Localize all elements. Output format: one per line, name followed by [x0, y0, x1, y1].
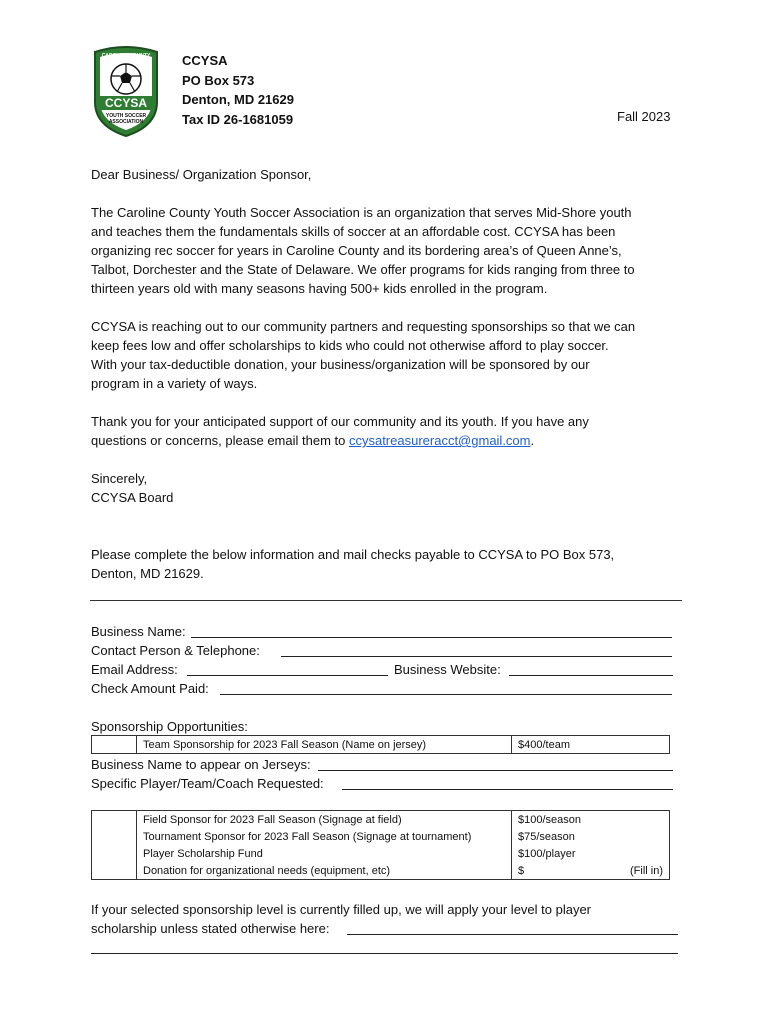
instructions-line: Denton, MD 21629.: [91, 566, 204, 581]
salutation: Dear Business/ Organization Sponsor,: [91, 167, 312, 182]
header-po-box: PO Box 573: [182, 72, 255, 88]
checkbox-cell[interactable]: [92, 828, 137, 845]
checkbox-cell[interactable]: [92, 845, 137, 862]
footer-field[interactable]: [347, 934, 678, 935]
header-address: [182, 51, 294, 129]
option-price: $100/player: [512, 845, 670, 862]
paragraph-3: [91, 412, 691, 450]
checkbox-cell[interactable]: [92, 736, 137, 754]
option-label: Field Sponsor for 2023 Fall Season (Signage at field): [137, 811, 512, 829]
table-row: [92, 736, 670, 754]
option-label: Tournament Sponsor for 2023 Fall Season (Signage at tournament): [137, 828, 512, 845]
logo-main-text: CCYSA: [104, 96, 148, 110]
header-tax-id: Tax ID 26-1681059: [182, 111, 294, 127]
table-row: [92, 845, 670, 862]
ccysa-logo: [91, 46, 161, 138]
business-name-label: Business Name:: [91, 624, 186, 639]
logo-sub-text-2: ASSOCIATION: [108, 119, 144, 125]
option-label: Donation for organizational needs (equipment, etc): [137, 862, 512, 880]
divider: [90, 600, 682, 601]
header-city: Denton, MD 21629: [182, 92, 294, 107]
jersey-name-field[interactable]: [318, 770, 673, 771]
footer-field-extra[interactable]: [91, 953, 678, 954]
closing: Sincerely,: [91, 471, 148, 486]
jersey-name-label: Business Name to appear on Jerseys:: [91, 757, 311, 772]
paragraph-1: [91, 203, 691, 298]
logo-sub-text-1: YOUTH SOCCER: [105, 113, 147, 119]
website-field[interactable]: [509, 675, 673, 676]
contact-field[interactable]: [281, 656, 672, 657]
sponsorship-options-table: [91, 810, 670, 880]
logo-arc-text: CAROLINE COUNTY: [101, 53, 151, 59]
paragraph-3-prefix: questions or concerns, please email them to: [91, 433, 349, 448]
footer-line-2: scholarship unless stated otherwise here:: [91, 921, 330, 936]
instructions: [91, 545, 691, 583]
website-label: Business Website:: [394, 662, 501, 677]
paragraph-1-line: organizing rec soccer for years in Caroline County and its bordering area’s of Queen Anne’s,: [91, 243, 622, 258]
email-link[interactable]: ccysatreasureracct@gmail.com: [348, 433, 531, 448]
paragraph-3-suffix: .: [530, 433, 535, 448]
paragraph-2-line: CCYSA is reaching out to our community partners and requesting sponsorships so that we can: [91, 319, 636, 334]
paragraph-3-line: Thank you for your anticipated support of our community and its youth. If you have any: [91, 414, 589, 429]
option-price: $400/team: [512, 736, 670, 754]
instructions-line: Please complete the below information and mail checks payable to CCYSA to PO Box 573,: [91, 547, 615, 562]
option-price: $: [518, 864, 525, 877]
table-row: [92, 811, 670, 829]
table-row: [92, 862, 670, 880]
checkbox-cell[interactable]: [92, 862, 137, 880]
team-sponsorship-table: [91, 735, 670, 754]
paragraph-1-line: Talbot, Dorchester and the State of Delaware. We offer programs for kids ranging from three to: [91, 262, 635, 277]
contact-label: Contact Person & Telephone:: [91, 643, 260, 658]
requested-field[interactable]: [342, 789, 673, 790]
table-row: [92, 828, 670, 845]
business-name-field[interactable]: [191, 637, 672, 638]
paragraph-2-line: keep fees low and offer scholarships to kids who could not otherwise afford to play soccer.: [91, 338, 609, 353]
option-price: $100/season: [512, 811, 670, 829]
requested-label: Specific Player/Team/Coach Requested:: [91, 776, 324, 791]
option-label: Player Scholarship Fund: [137, 845, 512, 862]
paragraph-1-line: and teaches them the fundamentals skills of soccer at an affordable cost. CCYSA has been: [91, 224, 616, 239]
fill-in-note: (Fill in): [630, 864, 663, 877]
email-label: Email Address:: [91, 662, 178, 677]
header-date: Fall 2023: [617, 109, 671, 124]
closing-block: [91, 469, 691, 507]
signature: CCYSA Board: [91, 490, 174, 505]
opportunities-label: Sponsorship Opportunities:: [91, 719, 248, 734]
email-field[interactable]: [187, 675, 388, 676]
paragraph-2-line: program in a variety of ways.: [91, 376, 258, 391]
footer-line-1: If your selected sponsorship level is currently filled up, we will apply your level to player: [91, 902, 592, 917]
check-amount-label: Check Amount Paid:: [91, 681, 209, 696]
paragraph-1-line: The Caroline County Youth Soccer Association is an organization that serves Mid-Shore youth: [91, 205, 632, 220]
paragraph-2: [91, 317, 691, 393]
option-label: Team Sponsorship for 2023 Fall Season (Name on jersey): [137, 736, 512, 754]
option-price: $75/season: [512, 828, 670, 845]
check-amount-field[interactable]: [220, 694, 672, 695]
header-org: CCYSA: [182, 53, 228, 68]
paragraph-2-line: With your tax-deductible donation, your business/organization will be sponsored by our: [91, 357, 590, 372]
paragraph-3-line: [91, 431, 691, 450]
paragraph-1-line: thirteen years old with many seasons having 500+ kids enrolled in the program.: [91, 281, 548, 296]
option-price-cell[interactable]: [512, 862, 670, 880]
checkbox-cell[interactable]: [92, 811, 137, 829]
